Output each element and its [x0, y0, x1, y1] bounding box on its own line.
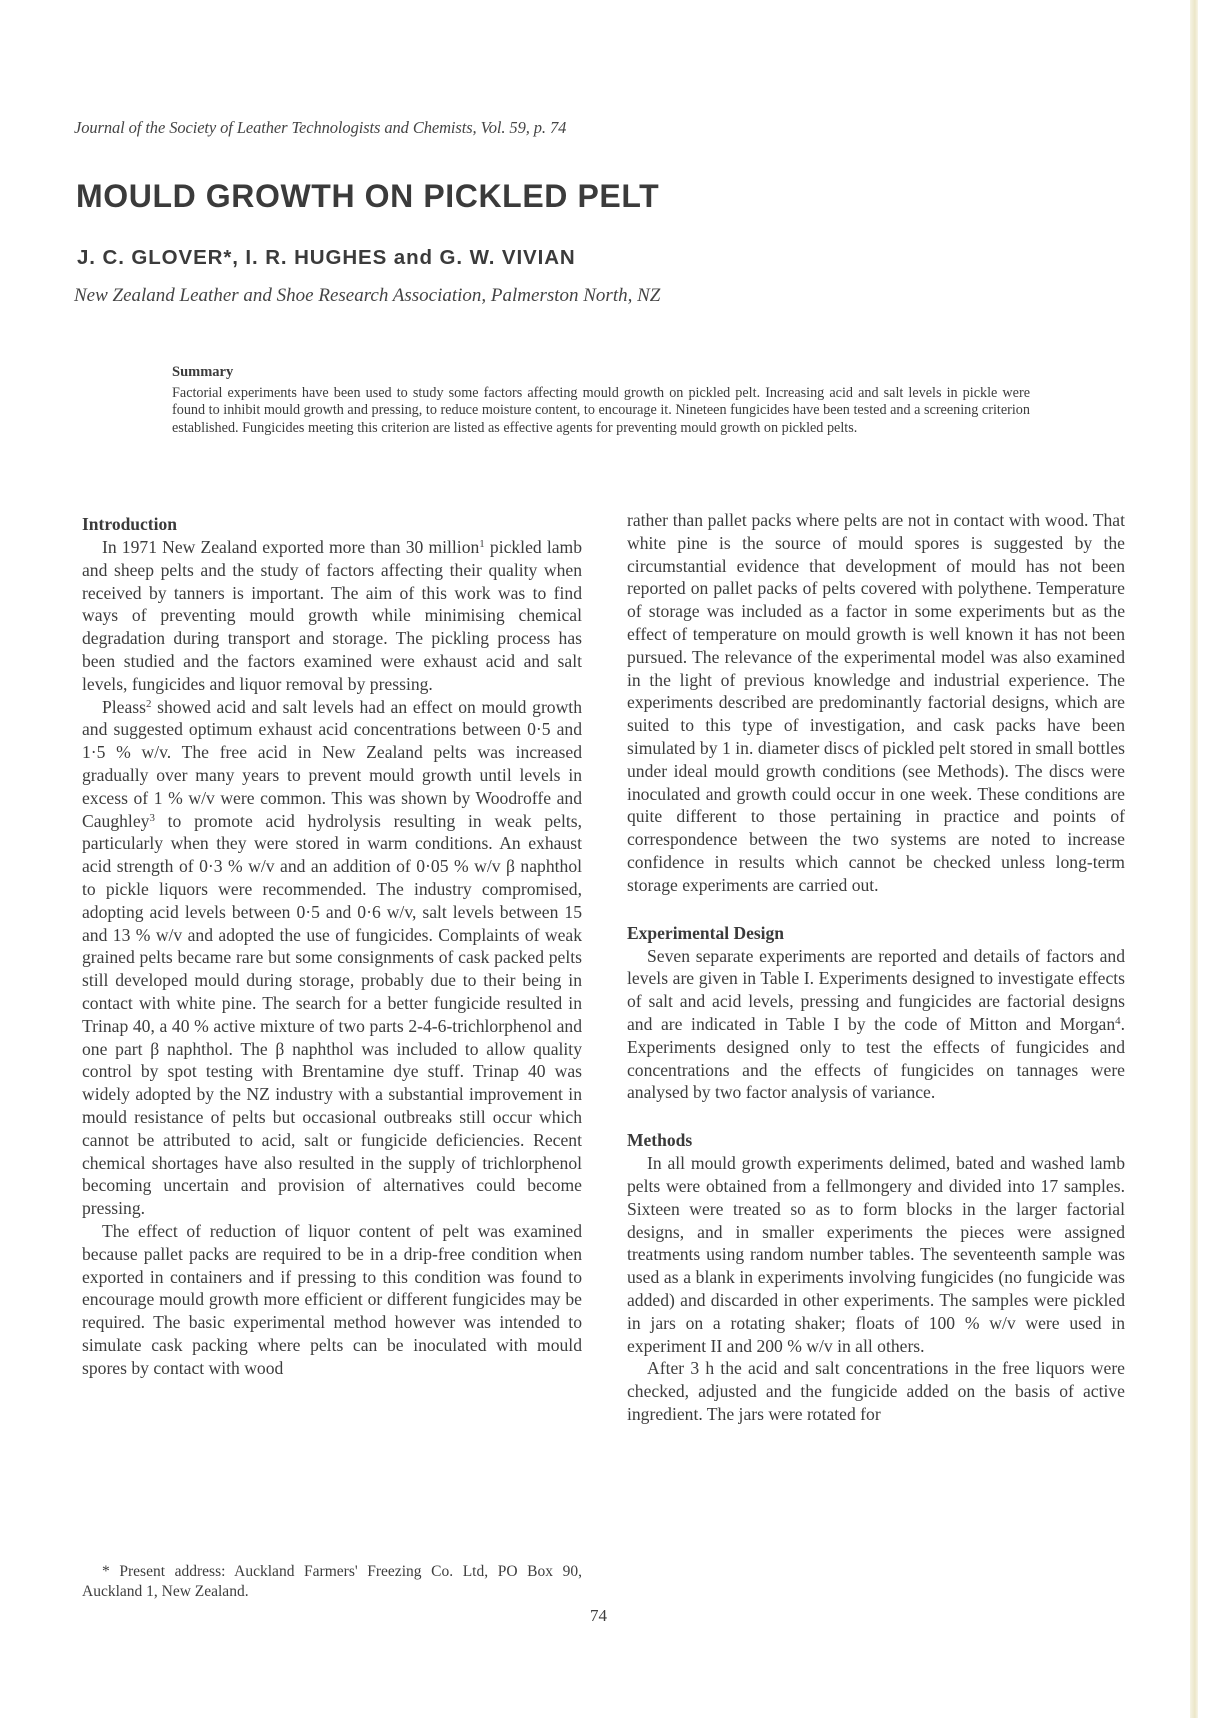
running-head: Journal of the Society of Leather Technologists and Chemists, Vol. 59, p. 74 — [74, 118, 567, 137]
section-heading-introduction: Introduction — [82, 514, 177, 534]
text-run: Seven separate experiments are reported and details of factors and levels are given in Table I. Experiments designed to investigate effects of salt and acid levels, pressing and fungicides are factorial designs and are indicated in Table I by the code of Mitton and Morgan — [627, 945, 1125, 1034]
section-experimental-design — [627, 921, 1125, 1105]
text-run: to promote acid hydrolysis resulting in weak pelts, particularly when they were stored in warm conditions. An exhaust acid strength of 0·3 % w/v and an addition of 0·05 % w/v β naphthol to pickle liquors were recommended. The industry compromised, adopting acid levels between 0·5 and 0·6 w/v, salt levels between 15 and 13 % w/v and adopted the use of fungicides. Complaints of weak grained pelts became rare but some consignments of cask packed pelts still developed mould during storage, probably due to their being in contact with white pine. The search for a better fungicide resulted in Trinap 40, a 40 % active mixture of two parts 2-4-6-trichlorphenol and one part β naphthol. The β naphthol was included to allow quality control by spot testing with Brentamine dye stuff. Trinap 40 was widely adopted by the NZ industry with a substantial improvement in mould resistance of pelts but occasional outbreaks still occur which cannot be attributed to acid, salt or fungicide deficiencies. Recent chemical shortages have also resulted in the supply of trichlorphenol becoming uncertain and provision of alternatives could become pressing. — [82, 810, 582, 1219]
text-run: Pleass — [102, 696, 146, 717]
author-list: J. C. GLOVER*, I. R. HUGHES and G. W. VIVIAN — [77, 246, 576, 269]
text-run: In 1971 New Zealand exported more than 30 million — [102, 537, 480, 557]
citation-ref: 4 — [1115, 1014, 1121, 1027]
citation-ref: 2 — [145, 697, 152, 710]
citation-ref: 3 — [149, 811, 155, 824]
paragraph: After 3 h the acid and salt concentrations in the free liquors were checked, adjusted and the fungicide added on the basis of active ingredient. The jars were rotated for — [627, 1358, 1125, 1424]
abstract-text: Factorial experiments have been used to study some factors affecting mould growth on pickled pelt. Increasing acid and salt levels in pickle were found to inhibit mould growth and pressing, to reduce moisture content, to encourage it. Nineteen fungicides have been tested and a screening criterion established. Fungicides meeting this criterion are listed as effective agents for preventing mould growth on pickled pelts. — [172, 384, 1030, 436]
left-column — [82, 512, 582, 1379]
paragraph — [82, 696, 582, 1220]
page-number: 74 — [590, 1606, 607, 1625]
page-edge-shadow — [1190, 0, 1198, 1718]
paragraph — [82, 536, 582, 696]
abstract-heading: Summary — [172, 364, 234, 380]
section-heading-experimental-design: Experimental Design — [627, 922, 785, 943]
text-run: showed acid and salt levels had an effect on mould growth and suggested optimum exhaust acid concentrations between 0·5 and 1·5 % w/v. The free acid in New Zealand pelts was increased gradually over many years to prevent mould growth until levels in excess of 1 % w/v were common. This was shown by Woodroffe and Caughley — [82, 696, 582, 831]
paragraph-continued: rather than pallet packs where pelts are not in contact with wood. That white pine is the source of mould spores is suggested by the circumstantial evidence that development of mould has not been reported on pallet packs of pelts covered with polythene. Temperature of storage was included as a factor in some experiments but as the effect of temperature on mould growth is well known it has not been pursued. The relevance of the experimental model was also examined in the light of previous knowledge and industrial experience. The experiments described are predominantly factorial designs, which are suited to this type of investigation, and cask packs have been simulated by 1 in. diameter discs of pickled pelt stored in small bottles under ideal mould growth conditions (see Methods). The discs were inoculated and growth could occur in one week. These conditions are quite different to those pertaining in practice and points of correspondence between the two systems are noted to increase confidence in results which cannot be checked unless long-term storage experiments are carried out. — [627, 510, 1125, 895]
section-methods — [627, 1128, 1125, 1426]
text-run: . Experiments designed only to test the effects of fungicides and concentrations and the effects of fungicides on tannages were analysed by two factor analysis of variance. — [627, 1013, 1125, 1103]
article-title: MOULD GROWTH ON PICKLED PELT — [76, 178, 660, 214]
section-heading-methods: Methods — [627, 1130, 693, 1151]
text-run: pickled lamb and sheep pelts and the study of factors affecting their quality when received by tanners is important. The aim of this work was to find ways of preventing mould growth while minimising chemical degradation during transport and storage. The pickling process has been studied and the factors examined were exhaust acid and salt levels, fungicides and liquor removal by pressing. — [82, 537, 583, 694]
citation-ref: 1 — [479, 538, 485, 550]
author-affiliation: New Zealand Leather and Shoe Research Association, Palmerston North, NZ — [74, 285, 661, 306]
paragraph: In all mould growth experiments delimed, bated and washed lamb pelts were obtained from a fellmongery and divided into 17 samples. Sixteen were treated so as to form blocks in the larger factorial designs, and in smaller experiments the pieces were assigned treatments using random number tables. The seventeenth sample was used as a blank in experiments involving fungicides (no fungicide was added) and discarded in other experiments. The samples were pickled in jars on a rotating shaker; floats of 100 % w/v were used in experiment II and 200 % w/v in all others. — [627, 1153, 1125, 1356]
footnote: * Present address: Auckland Farmers' Freezing Co. Ltd, PO Box 90, Auckland 1, New Zealand. — [82, 1563, 582, 1600]
abstract — [172, 364, 1030, 437]
paragraph: The effect of reduction of liquor content of pelt was examined because pallet packs are required to be in a drip-free condition when exported in containers and if pressing to this condition was found to encourage mould growth more efficient or different fungicides may be required. The basic experimental method however was intended to simulate cask packing where pelts can be inoculated with mould spores by contact with wood — [82, 1220, 582, 1378]
right-column — [627, 509, 1125, 1426]
paragraph — [627, 945, 1125, 1105]
